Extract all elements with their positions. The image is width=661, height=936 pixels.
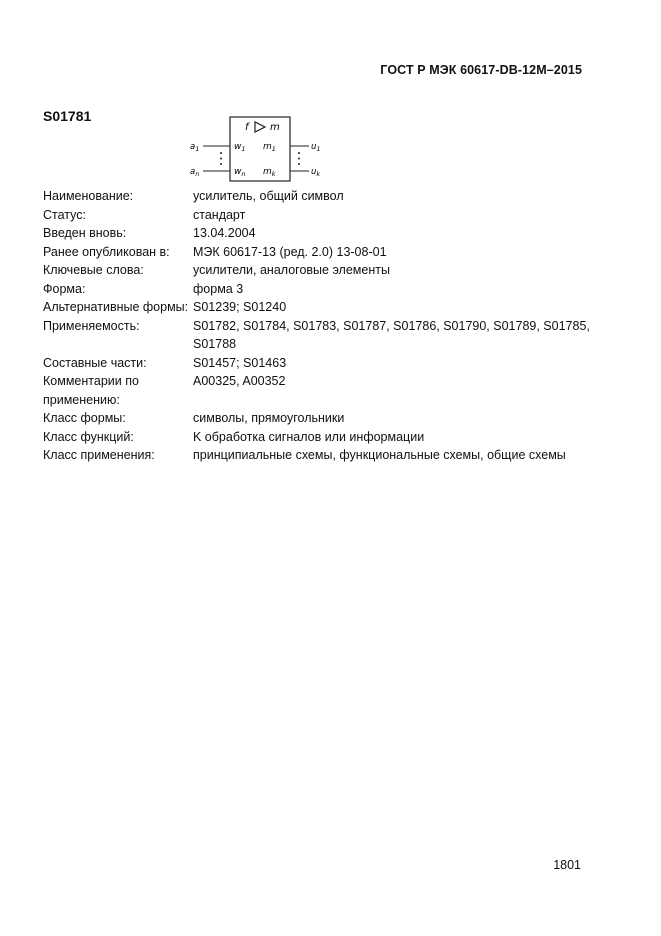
property-value: принципиальные схемы, функциональные схемы, общие схемы	[193, 448, 566, 462]
property-value: S01239; S01240	[193, 300, 287, 314]
dot	[220, 163, 222, 165]
property-row	[43, 206, 633, 225]
property-value: символы, прямоугольники	[193, 411, 345, 425]
dot	[220, 158, 222, 160]
property-row	[43, 187, 633, 206]
label-a1: $a_1$	[190, 142, 200, 153]
label-u1: $u_1$	[311, 142, 321, 153]
property-value: 13.04.2004	[193, 226, 256, 240]
property-label: Класс применения:	[43, 448, 155, 462]
page-number: 1801	[553, 858, 581, 872]
property-row	[43, 428, 633, 447]
property-value: S01782, S01784, S01783, S01787, S01786, S01790, S01789, S01785, S01788	[193, 318, 590, 351]
property-row	[43, 372, 633, 409]
document-header: ГОСТ Р МЭК 60617-DB-12M–2015	[380, 63, 582, 77]
property-row	[43, 317, 633, 354]
label-mk: $m_k$	[263, 167, 276, 178]
property-label: Альтернативные формы:	[43, 300, 189, 314]
properties-table	[43, 187, 633, 465]
property-label: Ранее опубликован в:	[43, 244, 170, 259]
property-label: Статус:	[43, 207, 86, 222]
dot	[298, 158, 300, 160]
label-m1: $m_1$	[263, 142, 276, 153]
property-row	[43, 224, 633, 243]
dot	[220, 152, 222, 154]
symbol-id: S01781	[43, 108, 92, 124]
dot	[298, 152, 300, 154]
property-value: стандарт	[193, 207, 246, 222]
dot	[298, 163, 300, 165]
property-row	[43, 243, 633, 262]
property-value: МЭК 60617-13 (ред. 2.0) 13-08-01	[193, 244, 387, 259]
property-label: Введен вновь:	[43, 226, 127, 240]
amplifier-symbol-svg	[187, 113, 337, 185]
amplifier-triangle-icon	[255, 122, 265, 132]
label-f: f	[245, 122, 249, 133]
property-row	[43, 280, 633, 299]
amplifier-symbol-diagram	[187, 113, 337, 185]
property-label: Класс функций:	[43, 429, 134, 444]
label-uk: $u_k$	[311, 167, 321, 178]
property-label: Ключевые слова:	[43, 263, 144, 277]
property-label: Комментарии по применению:	[43, 374, 139, 407]
property-value: A00325, A00352	[193, 374, 286, 388]
property-value: S01457; S01463	[193, 355, 287, 370]
label-an: $a_n$	[190, 167, 200, 178]
label-wn: $w_n$	[234, 167, 246, 178]
property-row	[43, 298, 633, 317]
property-label: Составные части:	[43, 355, 147, 370]
property-row	[43, 446, 633, 465]
property-label: Применяемость:	[43, 318, 140, 333]
property-value: усилитель, общий символ	[193, 189, 344, 203]
property-row	[43, 409, 633, 428]
property-row	[43, 261, 633, 280]
property-value: усилители, аналоговые элементы	[193, 263, 390, 277]
property-value: форма 3	[193, 281, 244, 296]
property-row	[43, 354, 633, 373]
property-value: K обработка сигналов или информации	[193, 429, 425, 444]
property-label: Наименование:	[43, 189, 134, 203]
property-label: Форма:	[43, 281, 86, 296]
property-label: Класс формы:	[43, 411, 126, 425]
label-w1: $w_1$	[234, 142, 246, 153]
label-m-top: m	[270, 122, 280, 133]
